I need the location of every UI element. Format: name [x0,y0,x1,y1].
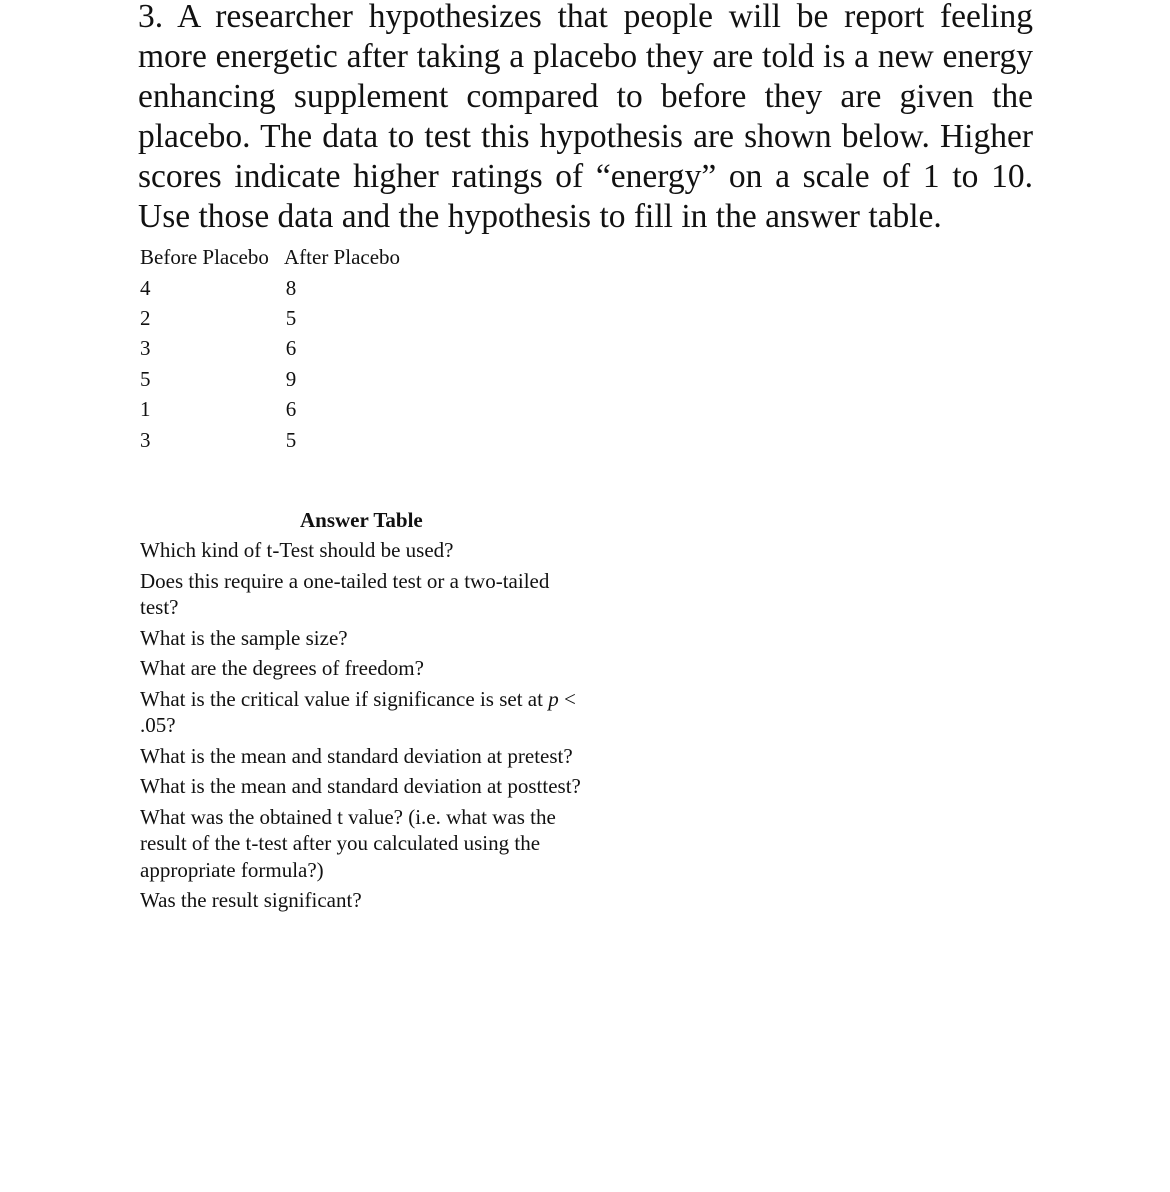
critical-value-question-text: What is the critical value if significance is set at [140,686,543,711]
table-row [140,273,414,303]
before-value: 3 [140,427,151,452]
before-value: 5 [140,366,151,391]
after-value: 5 [285,306,297,331]
table-row [140,425,414,455]
before-value: 2 [140,306,151,331]
table-row [140,364,414,394]
answer-table [140,535,585,916]
after-value: 9 [285,366,297,391]
answer-question-sample-size: What is the sample size? [140,625,348,650]
answer-question-degrees-of-freedom: What are the degrees of freedom? [140,656,424,681]
before-value: 4 [140,275,151,300]
after-value: 8 [285,275,297,300]
answer-question-pretest-stats: What is the mean and standard deviation at pretest? [140,743,573,768]
table-row [140,395,414,425]
answer-question-ttest-type: Which kind of t-Test should be used? [140,538,454,563]
header-before-placebo: Before Placebo [140,244,269,269]
data-table-header-row [140,241,414,273]
table-row [140,303,414,333]
answer-question-obtained-t: What was the obtained t value? (i.e. what was the result of the t-test after you calculated using the appropriate formula?) [140,804,556,882]
p-symbol: p [548,686,559,711]
answer-table-title: Answer Table [300,508,423,533]
answer-question-critical-value [140,684,585,741]
after-value: 6 [285,336,297,361]
header-after-placebo: After Placebo [284,244,401,269]
after-value: 5 [285,427,297,452]
answer-question-significance: Was the result significant? [140,888,362,913]
document-page [138,0,1033,916]
answer-question-tails: Does this require a one-tailed test or a two-tailed test? [140,568,550,620]
before-value: 1 [140,397,151,422]
before-value: 3 [140,336,151,361]
table-row [140,334,414,364]
after-value: 6 [285,397,297,422]
answer-question-posttest-stats: What is the mean and standard deviation at posttest? [140,774,581,799]
question-text: 3. A researcher hypothesizes that people will be report feeling more energetic after taking a placebo they are told is a new energy enhancing supplement compared to before they are given the placebo. The data to test this hypothesis are shown below. Higher scores indicate higher ratings of “energy” on a scale of 1 to 10. Use those data and the hypothesis to fill in the answer table. [138,0,1033,235]
critical-value-threshold: < .05? [140,686,576,738]
data-table [140,241,414,455]
